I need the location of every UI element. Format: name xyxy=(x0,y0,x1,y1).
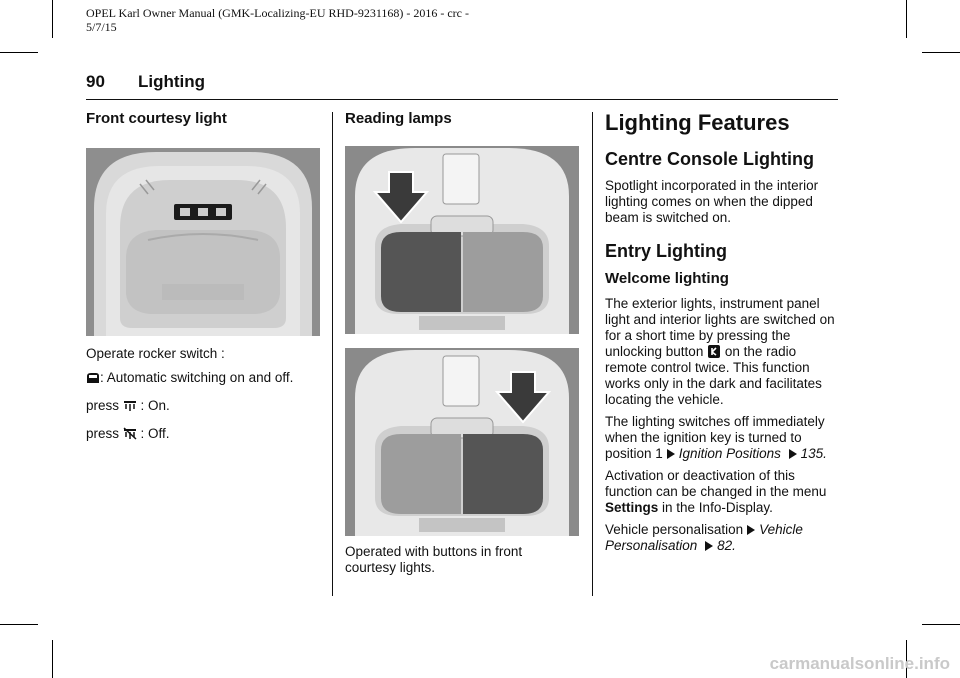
welcome-paragraph-2: The lighting switches off immediately when the ignition key is turned to position 1 Ignition Positions 135. xyxy=(605,414,827,461)
reading-caption-line1: Operated with buttons in front xyxy=(345,544,523,559)
auto-door-icon xyxy=(86,371,100,384)
welcome-lighting-heading: Welcome lighting xyxy=(605,270,729,287)
welcome-text-3a: Activation or deactivation of this function can be changed in the menu xyxy=(605,468,827,499)
reference-arrow-icon xyxy=(667,449,675,459)
crop-mark xyxy=(922,52,960,53)
reading-lamp-right-image xyxy=(345,348,579,536)
crop-mark xyxy=(52,0,53,38)
watermark: carmanualsonline.info xyxy=(769,654,950,673)
reading-caption-line2: courtesy lights. xyxy=(345,560,436,575)
entry-lighting-heading: Entry Lighting xyxy=(605,241,727,261)
welcome-text-4a: Vehicle personalisation xyxy=(605,522,744,537)
column-reading-lamps xyxy=(345,110,579,576)
column-divider xyxy=(592,112,593,596)
rocker-intro: Operate rocker switch : xyxy=(86,346,225,361)
settings-keyword: Settings xyxy=(605,500,659,515)
column-divider xyxy=(332,112,333,596)
welcome-paragraph-1 xyxy=(605,296,841,408)
front-courtesy-light-image xyxy=(86,148,320,336)
welcome-text-3b: in the Info-Display. xyxy=(662,500,773,515)
welcome-text-1a: The exterior lights, instrument panel light and interior lights are switched on for a short time by pressing the unlocking button xyxy=(605,296,835,359)
document-meta xyxy=(86,6,506,34)
auto-switch-line xyxy=(86,370,320,386)
reading-lamp-left-image xyxy=(345,146,579,334)
vehicle-personalisation-page[interactable]: 82 xyxy=(717,538,733,553)
centre-console-heading: Centre Console Lighting xyxy=(605,149,814,169)
welcome-text-1b: on the radio remote control twice. This function works only in the dark and facilitates locating the vehicle. xyxy=(605,344,822,407)
lamp-on-icon xyxy=(123,399,137,412)
ignition-positions-ref[interactable]: Ignition Positions xyxy=(678,446,781,461)
meta-line-1: OPEL Karl Owner Manual (GMK-Localizing-EU RHD-9231168) - 2016 - crc - xyxy=(86,6,470,20)
centre-console-text: Spotlight incorporated in the interior lighting comes on when the dipped beam is switched on. xyxy=(605,178,819,225)
reference-arrow-icon xyxy=(705,541,713,551)
ignition-positions-page[interactable]: 135 xyxy=(800,446,824,461)
reading-caption xyxy=(345,544,579,576)
crop-mark xyxy=(906,0,907,38)
unlock-key-icon xyxy=(707,345,721,358)
on-line xyxy=(86,398,320,414)
vehicle-personalisation-ref[interactable]: Vehicle Personalisation xyxy=(605,522,803,553)
lamp-off-icon xyxy=(123,427,137,440)
page-header xyxy=(86,72,838,100)
crop-mark xyxy=(0,624,38,625)
lighting-features-heading: Lighting Features xyxy=(605,110,790,135)
reading-lamps-title: Reading lamps xyxy=(345,110,452,127)
off-line xyxy=(86,426,320,442)
welcome-text-2a: The lighting switches off immediately when the ignition key is turned to position 1 xyxy=(605,414,825,461)
front-courtesy-title: Front courtesy light xyxy=(86,110,227,127)
off-text: : Off. xyxy=(140,426,170,441)
auto-switch-text: : Automatic switching on and off. xyxy=(100,370,294,385)
press-label: press xyxy=(86,426,120,441)
column-lighting-features xyxy=(605,110,841,554)
column-front-courtesy xyxy=(86,110,320,442)
crop-mark xyxy=(922,624,960,625)
welcome-paragraph-4: Vehicle personalisation Vehicle Personalisation 82. xyxy=(605,522,803,553)
on-text: : On. xyxy=(140,398,170,413)
reference-arrow-icon xyxy=(789,449,797,459)
press-label: press xyxy=(86,398,120,413)
crop-mark xyxy=(52,640,53,678)
welcome-paragraph-3 xyxy=(605,468,841,516)
section-title: Lighting xyxy=(138,72,206,91)
crop-mark xyxy=(0,52,38,53)
page-number: 90 xyxy=(86,72,105,91)
meta-line-2: 5/7/15 xyxy=(86,20,117,34)
reference-arrow-icon xyxy=(747,525,755,535)
